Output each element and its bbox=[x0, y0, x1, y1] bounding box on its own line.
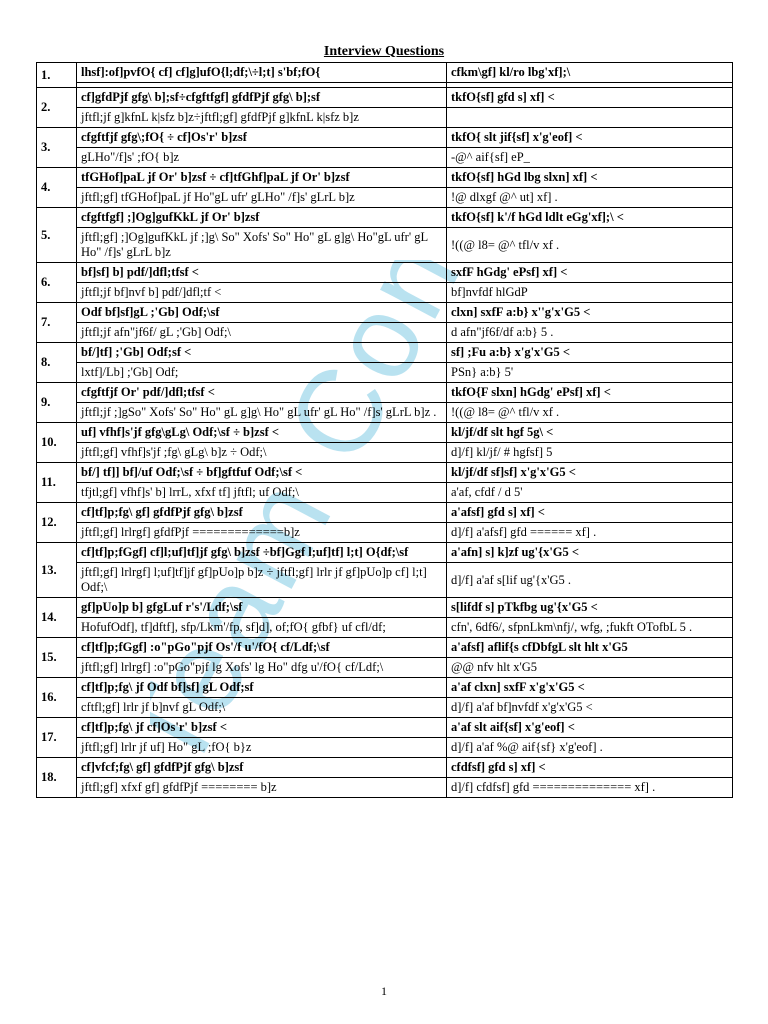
question-nepali: a'afsf] aflif{s cfDbfgL slt hlt x'G5 bbox=[447, 638, 733, 658]
question-romanized: cf]vfcf;fg\ gf] gfdfPjf gfg\ b]zsf bbox=[77, 758, 447, 778]
question-romanized: bf]sf] b] pdf/]dfl;tfsf < bbox=[77, 263, 447, 283]
question-number: 7. bbox=[37, 303, 77, 343]
question-romanized: cf]tf]p;fg\ jf Odf bf]sf] gL Odf;sf bbox=[77, 678, 447, 698]
answer-nepali: a'af, cfdf / d 5' bbox=[447, 483, 733, 503]
question-romanized: gf]pUo]p b] gfgLuf r's'/Ldf;\sf bbox=[77, 598, 447, 618]
question-number: 11. bbox=[37, 463, 77, 503]
question-row bbox=[37, 718, 733, 738]
answer-nepali: d]/f] a'af %@ aif{sf} x'g'eof] . bbox=[447, 738, 733, 758]
answer-nepali: d]/f] kl/jf/ # hgfsf] 5 bbox=[447, 443, 733, 463]
answer-row bbox=[37, 738, 733, 758]
answer-nepali: d]/f] a'af s[lif ug'{x'G5 . bbox=[447, 563, 733, 598]
answer-nepali: !@ dlxgf @^ ut] xf] . bbox=[447, 188, 733, 208]
question-number: 17. bbox=[37, 718, 77, 758]
question-row bbox=[37, 758, 733, 778]
answer-nepali: !((@ l8= @^ tfl/v xf . bbox=[447, 228, 733, 263]
question-nepali: a'afn] s] k]zf ug'{x'G5 < bbox=[447, 543, 733, 563]
answer-romanized: jftfl;gf] lrlrgf] gfdfPjf =============b]z bbox=[77, 523, 447, 543]
question-romanized: cf]tf]p;fg\ jf cf]Os'r' b]zsf < bbox=[77, 718, 447, 738]
answer-romanized: HofufOdf], tf]dftf], sfp/Lkm'/fp, sf]d], of;fO{ gfbf} uf cfl/df; bbox=[77, 618, 447, 638]
question-romanized: bf/] tf]] bf]/uf Odf;\sf ÷ bf]gftfuf Odf;\sf < bbox=[77, 463, 447, 483]
question-row bbox=[37, 678, 733, 698]
answer-nepali: bf]nvfdf hlGdP bbox=[447, 283, 733, 303]
answer-nepali: d]/f] a'afsf] gfd ====== xf] . bbox=[447, 523, 733, 543]
question-romanized: cf]tf]p;fg\ gf] gfdfPjf gfg\ b]zsf bbox=[77, 503, 447, 523]
answer-romanized: jftfl;gf] xfxf gf] gfdfPjf ======== b]z bbox=[77, 778, 447, 798]
question-nepali: kl/jf/df slt hgf 5g\ < bbox=[447, 423, 733, 443]
answer-row bbox=[37, 483, 733, 503]
question-nepali: clxn] sxfF a:b} x''g'x'G5 < bbox=[447, 303, 733, 323]
question-number: 2. bbox=[37, 88, 77, 128]
question-row bbox=[37, 63, 733, 83]
watermark-text: Team bbox=[150, 454, 360, 793]
question-nepali: s[lifdf s] pTkfbg ug'{x'G5 < bbox=[447, 598, 733, 618]
question-nepali: a'af slt aif{sf] x'g'eof] < bbox=[447, 718, 733, 738]
answer-nepali: PSn} a:b} 5' bbox=[447, 363, 733, 383]
answer-nepali: d]/f] cfdfsf] gfd ============== xf] . bbox=[447, 778, 733, 798]
question-number: 12. bbox=[37, 503, 77, 543]
question-number: 5. bbox=[37, 208, 77, 263]
question-number: 6. bbox=[37, 263, 77, 303]
question-row bbox=[37, 383, 733, 403]
question-row bbox=[37, 543, 733, 563]
question-nepali: sf] ;Fu a:b} x'g'x'G5 < bbox=[447, 343, 733, 363]
answer-romanized: jftfl;gf] tfGHof]paL jf Ho"gL ufr' gLHo" /f]s' gLrL b]z bbox=[77, 188, 447, 208]
answer-nepali bbox=[447, 108, 733, 128]
question-number: 1. bbox=[37, 63, 77, 88]
answer-row bbox=[37, 443, 733, 463]
answer-row bbox=[37, 228, 733, 263]
question-number: 18. bbox=[37, 758, 77, 798]
question-romanized: cfgftfgf] ;]Og]gufKkL jf Or' b]zsf bbox=[77, 208, 447, 228]
questions-table bbox=[36, 62, 733, 798]
answer-row bbox=[37, 188, 733, 208]
question-nepali: cfkm\gf] kl/ro lbg'xf];\ bbox=[447, 63, 733, 83]
question-number: 14. bbox=[37, 598, 77, 638]
question-nepali: tkfO{F slxn] hGdg' ePsf] xf] < bbox=[447, 383, 733, 403]
answer-row bbox=[37, 778, 733, 798]
answer-romanized: jftfl;jf ;]gSo" Xofs' So" Ho" gL g]g\ Ho" gL ufr' gL Ho" /f]s' gLrL b]z . bbox=[77, 403, 447, 423]
question-nepali: tkfO{sf] hGd lbg slxn] xf] < bbox=[447, 168, 733, 188]
question-number: 9. bbox=[37, 383, 77, 423]
answer-nepali: d afn"jf6f/df a:b} 5 . bbox=[447, 323, 733, 343]
question-romanized: cf]tf]p;fGgf] cf]l;uf]tf]jf gfg\ b]zsf ÷bf]Ggf l;uf]tf] l;t] O{df;\sf bbox=[77, 543, 447, 563]
question-number: 16. bbox=[37, 678, 77, 718]
page-title: Interview Questions bbox=[323, 44, 445, 59]
question-nepali: tkfO{ slt jif{sf] x'g'eof] < bbox=[447, 128, 733, 148]
answer-nepali: -@^ aif{sf] eP_ bbox=[447, 148, 733, 168]
answer-row bbox=[37, 698, 733, 718]
question-row bbox=[37, 503, 733, 523]
question-number: 15. bbox=[37, 638, 77, 678]
question-number: 10. bbox=[37, 423, 77, 463]
question-row bbox=[37, 423, 733, 443]
answer-row bbox=[37, 363, 733, 383]
question-row bbox=[37, 638, 733, 658]
question-romanized: cf]gfdPjf gfg\ b];sf÷cfgftfgf] gfdfPjf gfg\ b];sf bbox=[77, 88, 447, 108]
answer-romanized: cftfl;gf] lrlr jf b]nvf gL Odf;\ bbox=[77, 698, 447, 718]
question-row bbox=[37, 463, 733, 483]
answer-romanized: gLHo"/f]s' ;fO{ b]z bbox=[77, 148, 447, 168]
question-romanized: Odf bf]sf]gL ;'Gb] Odf;\sf bbox=[77, 303, 447, 323]
question-number: 3. bbox=[37, 128, 77, 168]
answer-row bbox=[37, 618, 733, 638]
answer-romanized: jftfl;gf] ;]Og]gufKkL jf ;]g\ So" Xofs' So" Ho" gL g]g\ Ho"gL ufr' gL Ho" /f]s' gLrL b]z bbox=[77, 228, 447, 263]
answer-nepali: !((@ l8= @^ tfl/v xf . bbox=[447, 403, 733, 423]
question-nepali: tkfO{sf] k'/f hGd ldlt eGg'xf];\ < bbox=[447, 208, 733, 228]
answer-row bbox=[37, 323, 733, 343]
question-nepali: a'afsf] gfd s] xf] < bbox=[447, 503, 733, 523]
answer-romanized: jftfl;gf] lrlrgf] l;uf]tf]jf gf]pUo]p b]z ÷ jftfl;gf] lrlr jf gf]pUo]p cf] l;t] Odf;\ bbox=[77, 563, 447, 598]
answer-nepali: d]/f] a'af bf]nvfdf x'g'x'G5 < bbox=[447, 698, 733, 718]
answer-romanized: jftfl;jf bf]nvf b] pdf/]dfl;tf < bbox=[77, 283, 447, 303]
answer-row bbox=[37, 563, 733, 598]
question-row bbox=[37, 128, 733, 148]
answer-romanized: jftfl;jf g]kfnL k|sfz b]z÷jftfl;gf] gfdfPjf g]kfnL k|sfz b]z bbox=[77, 108, 447, 128]
question-romanized: cfgftfjf Or' pdf/]dfl;tfsf < bbox=[77, 383, 447, 403]
question-nepali: a'af clxn] sxfF x'g'x'G5 < bbox=[447, 678, 733, 698]
question-nepali: kl/jf/df sf]sf] x'g'x'G5 < bbox=[447, 463, 733, 483]
question-row bbox=[37, 598, 733, 618]
question-nepali: sxfF hGdg' ePsf] xf] < bbox=[447, 263, 733, 283]
question-romanized: uf] vfhf]s'jf gfg\gLg\ Odf;\sf ÷ b]zsf < bbox=[77, 423, 447, 443]
answer-romanized: tfjtl;gf] vfhf]s' b] lrrL, xfxf tf] jftfl; uf Odf;\ bbox=[77, 483, 447, 503]
answer-romanized: jftfl;gf] vfhf]s'jf ;fg\ gLg\ b]z ÷ Odf;\ bbox=[77, 443, 447, 463]
answer-romanized: jftfl;gf] lrlr jf uf] Ho" gL ;fO{ b}z bbox=[77, 738, 447, 758]
answer-row bbox=[37, 148, 733, 168]
answer-row bbox=[37, 523, 733, 543]
answer-romanized: jftfl;gf] lrlrgf] :o"pGo"pjf lg Xofs' lg Ho" dfg u'/fO{ cf/Ldf;\ bbox=[77, 658, 447, 678]
answer-row bbox=[37, 283, 733, 303]
question-nepali: tkfO{sf] gfd s] xf] < bbox=[447, 88, 733, 108]
answer-romanized: jftfl;jf afn"jf6f/ gL ;'Gb] Odf;\ bbox=[77, 323, 447, 343]
question-number: 4. bbox=[37, 168, 77, 208]
question-romanized: cfgftfjf gfg\;fO{ ÷ cf]Os'r' b]zsf bbox=[77, 128, 447, 148]
answer-row bbox=[37, 108, 733, 128]
answer-row bbox=[37, 403, 733, 423]
page-number: 1 bbox=[381, 984, 387, 998]
question-romanized: cf]tf]p;fGgf] :o"pGo"pjf Os'/f u'/fO{ cf/Ldf;\sf bbox=[77, 638, 447, 658]
question-row bbox=[37, 168, 733, 188]
question-row bbox=[37, 303, 733, 323]
question-nepali: cfdfsf] gfd s] xf] < bbox=[447, 758, 733, 778]
answer-romanized: lxtf]/Lb] ;'Gb] Odf; bbox=[77, 363, 447, 383]
answer-nepali: @@ nfv hlt x'G5 bbox=[447, 658, 733, 678]
answer-nepali: cfn', 6df6/, sfpnLkm\nfj/, wfg, ;fukft OTofbL 5 . bbox=[447, 618, 733, 638]
question-row bbox=[37, 208, 733, 228]
question-row bbox=[37, 263, 733, 283]
question-romanized: tfGHof]paL jf Or' b]zsf ÷ cf]tfGhf]paL jf Or' b]zsf bbox=[77, 168, 447, 188]
question-number: 8. bbox=[37, 343, 77, 383]
answer-row bbox=[37, 658, 733, 678]
question-romanized: bf/]tf] ;'Gb] Odf;sf < bbox=[77, 343, 447, 363]
question-row bbox=[37, 343, 733, 363]
question-row bbox=[37, 88, 733, 108]
question-number: 13. bbox=[37, 543, 77, 598]
question-romanized: lhsf]:of]pvfO{ cf] cf]g]ufO{l;df;\÷l;t] s'bf;fO{ bbox=[77, 63, 447, 83]
